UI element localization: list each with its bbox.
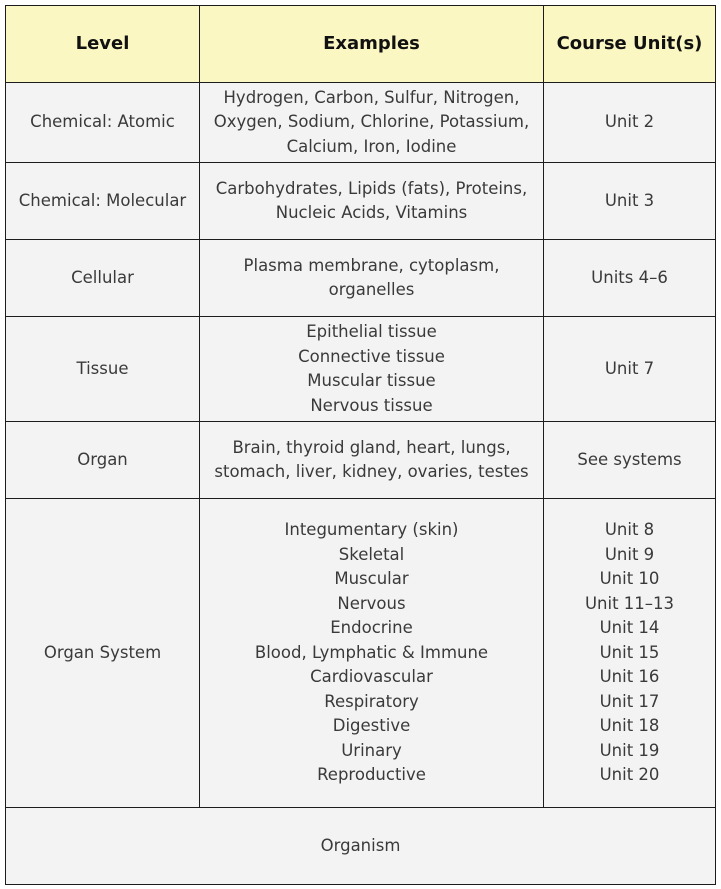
- organism-cell: Organism: [6, 808, 716, 885]
- example-line: Skeletal: [338, 544, 405, 564]
- level-cell: Tissue: [6, 317, 200, 422]
- unit-line: Unit 18: [599, 716, 660, 736]
- example-line: Plasma membrane, cytoplasm,: [243, 255, 500, 275]
- unit-line: Unit 10: [599, 569, 660, 589]
- example-line: Urinary: [341, 740, 402, 760]
- level-cell: Chemical: Molecular: [6, 163, 200, 240]
- header-examples: Examples: [200, 6, 544, 83]
- examples-cell: [200, 317, 544, 422]
- unit-line: Unit 20: [599, 765, 660, 785]
- unit-line: Units 4–6: [591, 267, 668, 287]
- example-line: Nervous: [337, 593, 406, 613]
- unit-line: Unit 16: [599, 667, 660, 687]
- unit-line: Unit 11–13: [584, 593, 675, 613]
- table-row: [6, 83, 716, 163]
- header-course-units: Course Unit(s): [544, 6, 716, 83]
- table-row: [6, 499, 716, 808]
- level-cell: Organ System: [6, 499, 200, 808]
- example-line: Reproductive: [317, 765, 426, 785]
- example-line: Nucleic Acids, Vitamins: [275, 203, 468, 222]
- units-cell: [544, 240, 716, 317]
- footer-row: [6, 808, 716, 885]
- levels-table: [5, 5, 716, 885]
- unit-line: Unit 7: [604, 358, 655, 378]
- example-line: Endocrine: [330, 618, 413, 638]
- examples-cell: [200, 163, 544, 240]
- units-cell: [544, 163, 716, 240]
- example-line: Cardiovascular: [310, 667, 433, 687]
- units-cell: [544, 499, 716, 808]
- example-line: Calcium, Iron, Iodine: [286, 136, 457, 156]
- unit-line: See systems: [577, 449, 682, 469]
- unit-line: Unit 15: [599, 642, 660, 662]
- example-line: Blood, Lymphatic & Immune: [254, 642, 489, 662]
- units-cell: [544, 83, 716, 163]
- example-line: Muscular: [334, 569, 409, 589]
- table-row: [6, 317, 716, 422]
- example-line: Integumentary (skin): [284, 520, 459, 540]
- level-cell: Chemical: Atomic: [6, 83, 200, 163]
- unit-line: Unit 9: [604, 544, 655, 564]
- example-line: stomach, liver, kidney, ovaries, testes: [214, 462, 529, 481]
- examples-cell: [200, 83, 544, 163]
- unit-line: Unit 19: [599, 740, 660, 760]
- unit-line: Unit 17: [599, 691, 660, 711]
- units-cell: [544, 317, 716, 422]
- example-line: Nervous tissue: [310, 395, 433, 415]
- examples-cell: [200, 422, 544, 499]
- examples-cell: [200, 499, 544, 808]
- example-line: Carbohydrates, Lipids (fats), Proteins,: [215, 178, 528, 198]
- header-row: [6, 6, 716, 83]
- level-cell: Organ: [6, 422, 200, 499]
- units-cell: [544, 422, 716, 499]
- example-line: organelles: [328, 280, 415, 299]
- table-row: [6, 422, 716, 499]
- examples-cell: [200, 240, 544, 317]
- example-line: Hydrogen, Carbon, Sulfur, Nitrogen,: [223, 87, 520, 107]
- example-line: Brain, thyroid gland, heart, lungs,: [232, 437, 511, 457]
- header-level: Level: [6, 6, 200, 83]
- example-line: Muscular tissue: [307, 371, 436, 390]
- unit-line: Unit 8: [604, 520, 655, 540]
- table-row: [6, 240, 716, 317]
- unit-line: Unit 14: [599, 618, 660, 638]
- unit-line: Unit 3: [604, 190, 655, 210]
- example-line: Digestive: [332, 716, 411, 736]
- example-line: Epithelial tissue: [306, 322, 437, 341]
- level-cell: Cellular: [6, 240, 200, 317]
- example-line: Connective tissue: [298, 346, 445, 366]
- example-line: Oxygen, Sodium, Chlorine, Potassium,: [213, 112, 530, 132]
- unit-line: Unit 2: [604, 112, 655, 132]
- table-row: [6, 163, 716, 240]
- example-line: Respiratory: [324, 691, 419, 711]
